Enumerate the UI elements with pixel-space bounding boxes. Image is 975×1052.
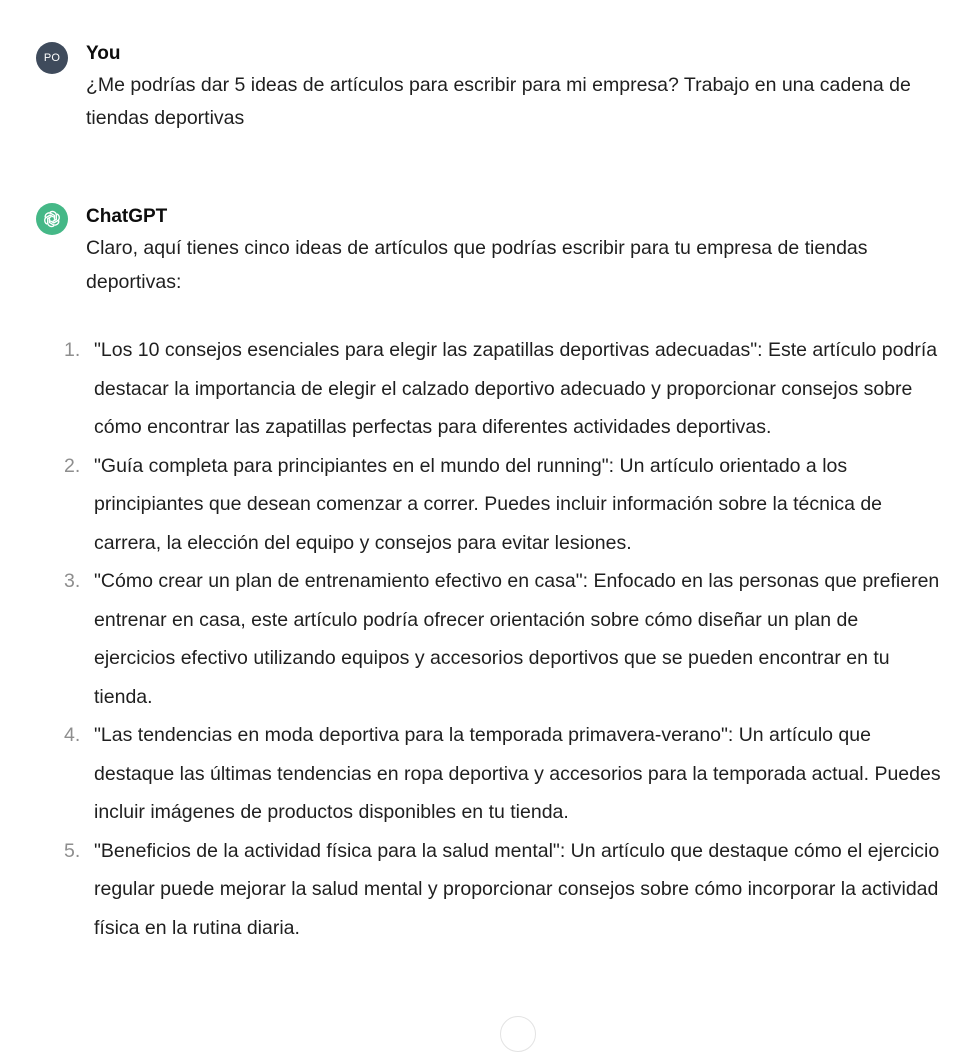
openai-logo-icon <box>36 203 68 235</box>
user-avatar <box>36 42 68 74</box>
user-message-text: ¿Me podrías dar 5 ideas de artículos para escribir para mi empresa? Trabajo en una cadena de tiendas deportivas <box>86 74 911 129</box>
assistant-author-name: ChatGPT <box>86 206 168 227</box>
list-item <box>64 562 944 716</box>
list-item <box>64 716 944 832</box>
list-item-text: "Las tendencias en moda deportiva para la temporada primavera-verano": Un artículo que destaque las últimas tendencias en ropa deportiva y accesorios para la temporada actual. Puedes incluir imágenes de productos disponibles en tu tienda. <box>94 724 941 823</box>
user-author-name: You <box>86 43 121 64</box>
list-item-number: 2. <box>64 454 81 477</box>
assistant-intro-text: Claro, aquí tienes cinco ideas de artículos que podrías escribir para tu empresa de tiendas deportivas: <box>86 237 868 293</box>
list-item-text: "Los 10 consejos esenciales para elegir las zapatillas deportivas adecuadas": Este artículo podría destacar la importancia de elegir el calzado deportivo adecuado y proporcionar consejos sobre cómo encontrar las zapatillas perfectas para diferentes actividades deportivas. <box>94 339 938 438</box>
assistant-message <box>36 201 941 947</box>
ideas-list <box>64 331 941 947</box>
user-message <box>36 40 935 135</box>
assistant-message-content <box>64 203 941 947</box>
list-item-text: "Beneficios de la actividad física para la salud mental": Un artículo que destaque cómo el ejercicio regular puede mejorar la salud mental y proporcionar consejos sobre cómo incorporar la actividad física en la rutina diaria. <box>94 839 940 939</box>
user-avatar-initials: PO <box>43 52 61 64</box>
list-item-text: "Cómo crear un plan de entrenamiento efectivo en casa": Enfocado en las personas que prefieren entrenar en casa, este artículo podría ofrecer orientación sobre cómo diseñar un plan de ejercicios efectivo utilizando equipos y accesorios deportivos que se pueden encontrar en tu tienda. <box>94 570 940 708</box>
list-item <box>64 447 944 563</box>
list-item-number: 3. <box>64 570 81 592</box>
list-item <box>64 832 944 948</box>
list-item-number: 1. <box>64 339 81 361</box>
list-item-number: 5. <box>64 839 81 862</box>
user-message-content <box>86 40 935 135</box>
scroll-down-button[interactable] <box>500 1016 536 1052</box>
list-item-text: "Guía completa para principiantes en el mundo del running": Un artículo orientado a los principiantes que desean comenzar a correr. Puedes incluir información sobre la técnica de carrera, la elección del equipo y consejos para evitar lesiones. <box>94 454 883 554</box>
list-item-number: 4. <box>64 724 81 746</box>
list-item <box>64 331 944 447</box>
